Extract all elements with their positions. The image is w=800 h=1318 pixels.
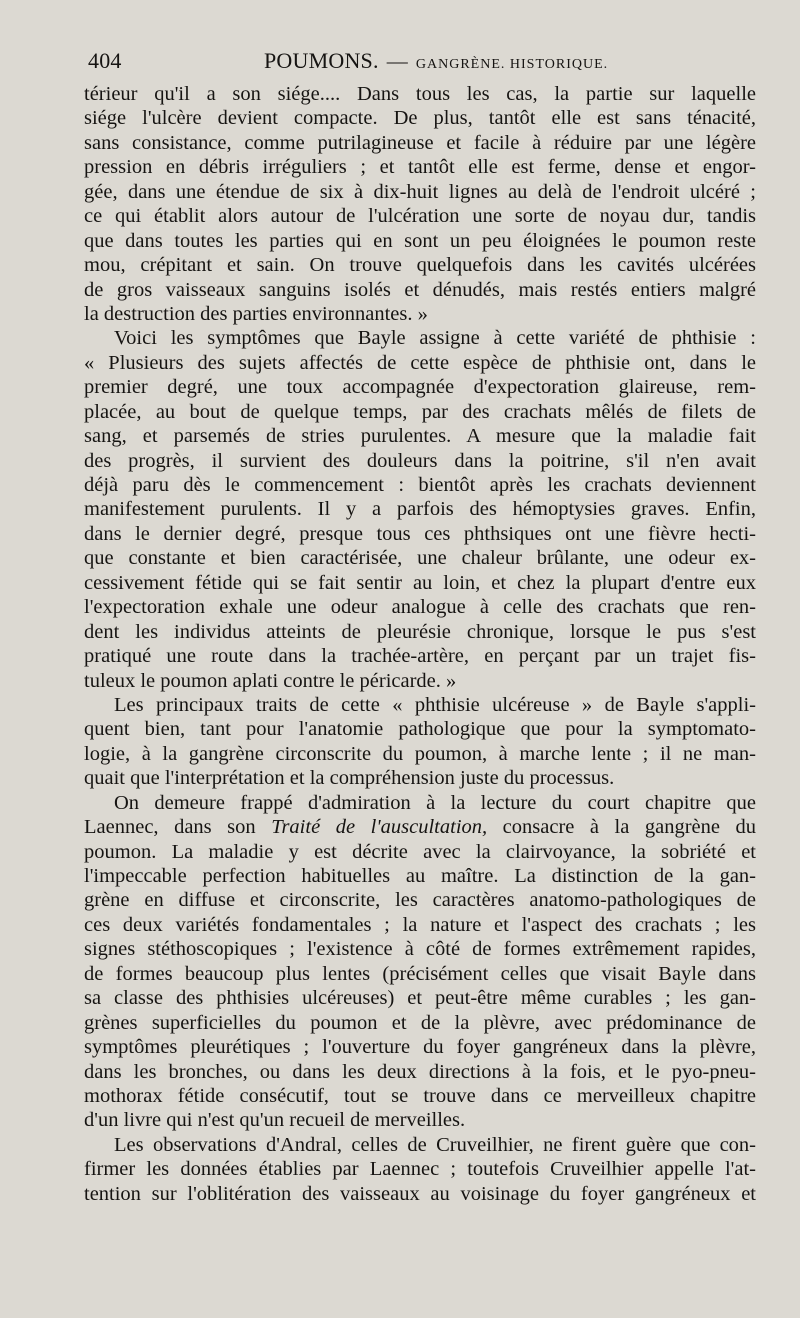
text-line: des progrès, il survient des douleurs dans la poitrine, s'il n'en avait: [84, 449, 756, 472]
text-line: mou, crépitant et sain. On trouve quelquefois dans les cavités ulcérées: [84, 254, 756, 277]
text-line: l'impeccable perfection habituelles au maître. La distinction de la gan-: [84, 865, 756, 887]
text-line: ce qui établit alors autour de l'ulcération une sorte de noyau dur, tandis: [84, 205, 756, 228]
text-line: Les principaux traits de cette « phthisie ulcéreuse » de Bayle s'appli-: [114, 693, 756, 716]
text-line: cessivement fétide qui se fait sentir au loin, et chez la plupart d'entre eux: [84, 571, 756, 594]
running-head-subtitle: GANGRÈNE. HISTORIQUE.: [415, 57, 609, 72]
text-line: sans consistance, comme putrilagineuse et facile à réduire par une légère: [84, 131, 756, 154]
text-line: dent les individus atteints de pleurésie chronique, lorsque le pus s'est: [84, 620, 756, 643]
text-line: Laennec, dans son Traité de l'auscultation, consacre à la gangrène du: [84, 816, 757, 839]
page-header: [84, 40, 756, 82]
text-line: « Plusieurs des sujets affectés de cette espèce de phthisie ont, dans le: [84, 351, 756, 374]
paragraph: [84, 1133, 756, 1206]
text-line: de gros vaisseaux sanguins isolés et dénudés, mais restés entiers malgré: [84, 278, 756, 301]
text-line: que constante et bien caractérisée, une chaleur brûlante, une odeur ex-: [84, 547, 756, 570]
text-line: tuleux le poumon aplati contre le péricarde. »: [84, 669, 457, 692]
text-line: symptômes pleurétiques ; l'ouverture du foyer gangréneux dans la plèvre,: [84, 1036, 756, 1059]
text-line: Voici les symptômes que Bayle assigne à cette variété de phthisie :: [114, 327, 756, 350]
running-head-separator: —: [386, 49, 408, 73]
text-line: gée, dans une étendue de six à dix-huit lignes au delà de l'endroit ulcéré ;: [84, 180, 756, 203]
text-line: ces deux variétés fondamentales ; la nature et l'aspect des crachats ; les: [84, 913, 756, 936]
text-line: pratiqué une route dans la trachée-artère, en perçant par un trajet fis-: [84, 645, 756, 668]
text-line: tention sur l'oblitération des vaisseaux au voisinage du foyer gangréneux et: [84, 1182, 756, 1205]
text-line: déjà paru dès le commencement : bientôt après les crachats deviennent: [84, 474, 756, 496]
text-line: premier degré, une toux accompagnée d'expectoration glaireuse, rem-: [84, 376, 756, 399]
running-head-title: POUMONS.: [264, 48, 379, 73]
paragraph: [84, 326, 756, 693]
text-line: On demeure frappé d'admiration à la lecture du court chapitre que: [114, 791, 756, 814]
text-line: siége l'ulcère devient compacte. De plus, tantôt elle est sans ténacité,: [84, 107, 756, 130]
running-head: [264, 40, 608, 86]
text-line: logie, à la gangrène circonscrite du poumon, à marche lente ; il ne man-: [84, 742, 756, 765]
text-line: sa classe des phthisies ulcéreuses) et peut-être même curables ; les gan-: [84, 987, 756, 1010]
text-line: signes stéthoscopiques ; l'existence à côté de formes extrêmement rapides,: [84, 938, 756, 961]
page-number: 404: [88, 48, 122, 73]
text-line: pression en débris irréguliers ; et tantôt elle est ferme, dense et engor-: [84, 156, 756, 179]
text-line: quait que l'interprétation et la compréhension juste du processus.: [84, 767, 615, 790]
text-line: térieur qu'il a son siége.... Dans tous les cas, la partie sur laquelle: [84, 83, 756, 105]
text-line: placée, au bout de quelque temps, par des crachats mêlés de filets de: [84, 400, 756, 423]
text-line: poumon. La maladie y est décrite avec la clairvoyance, la sobriété et: [84, 840, 756, 863]
text-line: d'un livre qui n'est qu'un recueil de merveilles.: [84, 1109, 466, 1132]
paragraph: [84, 82, 756, 326]
text-line: dans le dernier degré, presque tous ces phthsiques ont une fièvre hecti-: [84, 522, 756, 545]
text-line: grènes superficielles du poumon et de la plèvre, avec prédominance de: [84, 1011, 756, 1034]
text-line: grène en diffuse et circonscrite, les caractères anatomo-pathologiques de: [84, 889, 756, 912]
text-line: quent bien, tant pour l'anatomie pathologique que pour la symptomato-: [84, 718, 756, 741]
paragraph: [84, 791, 756, 1133]
text-line: la destruction des parties environnantes. »: [84, 302, 428, 325]
text-line: que dans toutes les parties qui en sont un peu éloignées le poumon reste: [84, 229, 756, 252]
text-line: dans les bronches, ou dans les deux directions à la fois, et le pyo-pneu-: [84, 1060, 756, 1083]
text-line: l'expectoration exhale une odeur analogue à celle des crachats que ren-: [84, 596, 756, 619]
text-line: de formes beaucoup plus lentes (précisément celles que visait Bayle dans: [84, 962, 756, 985]
text-line: firmer les données établies par Laennec ; toutefois Cruveilhier appelle l'at-: [84, 1158, 756, 1181]
body-text: [84, 82, 756, 1206]
text-line: Les observations d'Andral, celles de Cruveilhier, ne firent guère que con-: [114, 1133, 756, 1156]
text-line: manifestement purulents. Il y a parfois des hémoptysies graves. Enfin,: [84, 498, 756, 521]
text-line: mothorax fétide consécutif, tout se trouve dans ce merveilleux chapitre: [84, 1084, 756, 1107]
paragraph: [84, 693, 756, 791]
text-line: sang, et parsemés de stries purulentes. A mesure que la maladie fait: [84, 425, 756, 448]
